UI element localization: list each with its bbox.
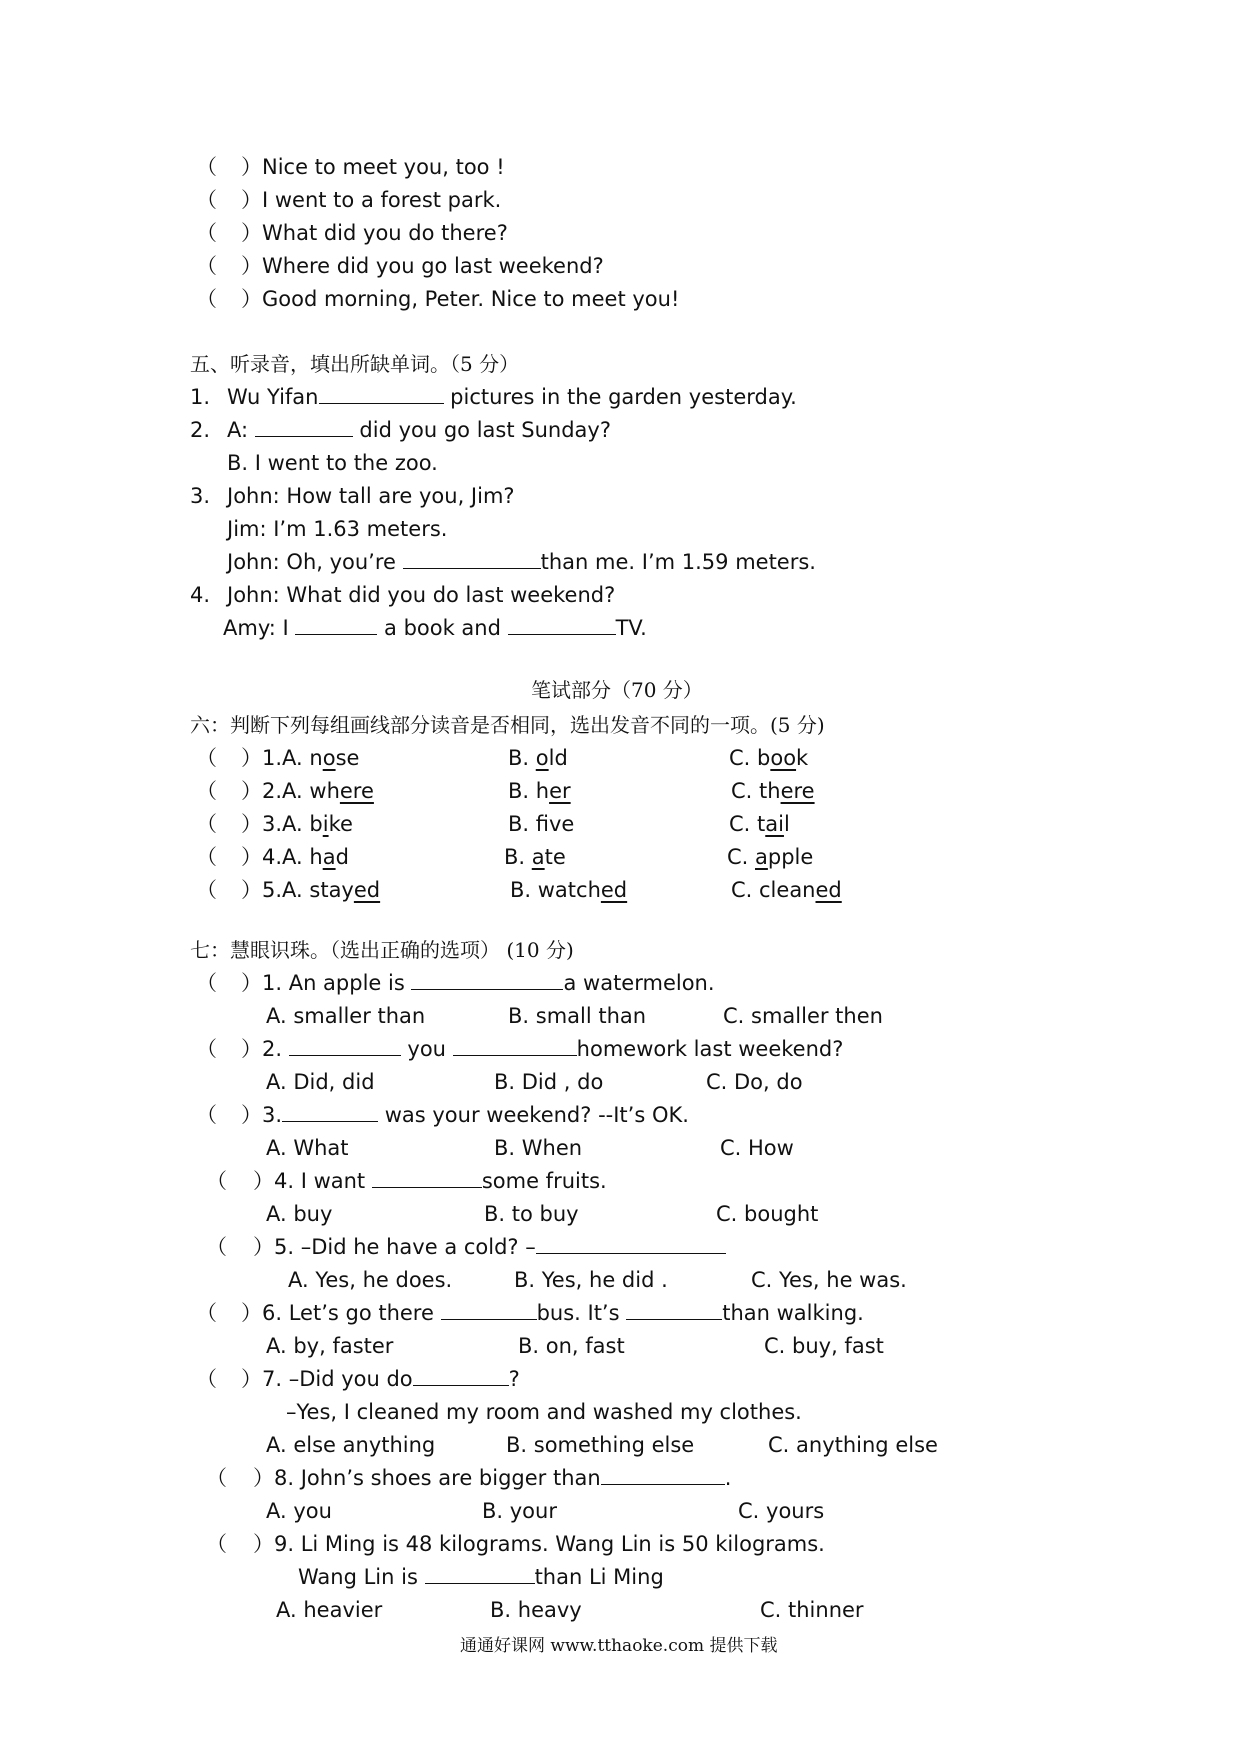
answer-blank[interactable] <box>626 1299 722 1320</box>
paren: （ <box>196 812 217 836</box>
question-text: ）9. Li Ming is 48 kilograms. Wang Lin is 50 kilograms. <box>253 1532 825 1556</box>
option-a: A. you <box>266 1499 332 1523</box>
question-text: ）5. –Did he have a cold? – <box>253 1233 726 1261</box>
answer-blank[interactable] <box>453 1035 577 1056</box>
option-a: A. heavier <box>276 1598 383 1622</box>
written-part-title: 笔试部分（70 分） <box>531 678 703 702</box>
footer-source: 通通好课网 www.tthaoke.com 提供下载 <box>460 1636 778 1656</box>
option-b: B. on, fast <box>518 1334 625 1358</box>
answer-blank[interactable] <box>411 969 563 990</box>
question-text: Jim: I’m 1.63 meters. <box>227 517 448 541</box>
option-b: B. Yes, he did . <box>514 1268 668 1292</box>
option-b: B. to buy <box>484 1202 579 1226</box>
question-text: John: What did you do last weekend? <box>227 583 616 607</box>
question-text: ）8. John’s shoes are bigger than . <box>253 1466 732 1490</box>
q-number: 1. <box>190 385 211 409</box>
option-b: B. ate <box>504 845 566 869</box>
option-b: B. her <box>508 779 571 803</box>
paren: （ <box>196 254 217 278</box>
option-b: B. heavy <box>490 1598 582 1622</box>
question-text: B. I went to the zoo. <box>227 451 438 475</box>
question-text: –Yes, I cleaned my room and washed my clothes. <box>286 1400 802 1424</box>
phonics-row: ）3.A. bike <box>241 812 353 836</box>
paren: （ <box>196 1037 217 1061</box>
section-6-title: 六：判断下列每组画线部分读音是否相同，选出发音不同的一项。(5 分) <box>190 713 825 737</box>
question-text: Wang Lin is than Li Ming <box>298 1565 664 1589</box>
option-c: C. bought <box>716 1202 819 1226</box>
answer-blank[interactable] <box>508 614 616 635</box>
paren: （ <box>196 1367 217 1391</box>
answer-blank[interactable] <box>282 1101 378 1122</box>
answer-blank[interactable] <box>295 614 377 635</box>
paren: （ <box>196 1301 217 1325</box>
q-number: 3. <box>190 484 211 508</box>
paren: （ <box>206 1466 227 1490</box>
question-text: Amy: I a book and TV. <box>223 616 647 640</box>
option-c: C. tail <box>729 812 790 836</box>
section-7-title: 七：慧眼识珠。（选出正确的选项） (10 分) <box>190 938 574 962</box>
option-b: B. Did , do <box>494 1070 604 1094</box>
answer-blank[interactable] <box>536 1233 726 1254</box>
question-text: ）7. –Did you do ? <box>241 1367 520 1391</box>
paren: （ <box>196 746 217 770</box>
paren: （ <box>196 188 217 212</box>
phonics-row: ）2.A. where <box>241 779 374 803</box>
option-a: A. What <box>266 1136 349 1160</box>
q-number: 2. <box>190 418 211 442</box>
option-a: A. smaller than <box>266 1004 426 1028</box>
paren: （ <box>196 845 217 869</box>
dialog-item: ）Nice to meet you, too ! <box>241 155 505 179</box>
option-c: C. How <box>720 1136 794 1160</box>
paren: （ <box>196 878 217 902</box>
answer-blank[interactable] <box>255 416 353 437</box>
answer-blank[interactable] <box>413 1365 509 1386</box>
paren: （ <box>196 1103 217 1127</box>
question-text: ）3. was your weekend? --It’s OK. <box>241 1103 689 1127</box>
paren: （ <box>196 221 217 245</box>
option-b: B. watched <box>510 878 628 902</box>
option-c: C. yours <box>738 1499 825 1523</box>
question-text: A: did you go last Sunday? <box>227 418 611 442</box>
option-a: A. Did, did <box>266 1070 375 1094</box>
dialog-item: ）Good morning, Peter. Nice to meet you! <box>241 287 680 311</box>
answer-blank[interactable] <box>372 1167 482 1188</box>
paren: （ <box>206 1532 227 1556</box>
option-a: A. else anything <box>266 1433 436 1457</box>
answer-blank[interactable] <box>601 1464 725 1485</box>
option-b: B. something else <box>506 1433 695 1457</box>
question-text: John: Oh, you’re than me. I’m 1.59 meters. <box>227 550 816 574</box>
question-text: ）1. An apple is a watermelon. <box>241 971 715 995</box>
answer-blank[interactable] <box>425 1563 535 1584</box>
option-c: C. buy, fast <box>764 1334 884 1358</box>
q-number: 4. <box>190 583 211 607</box>
option-b: B. When <box>494 1136 583 1160</box>
question-text: ）4. I want some fruits. <box>253 1169 607 1193</box>
option-c: C. smaller then <box>723 1004 883 1028</box>
option-c: C. anything else <box>768 1433 938 1457</box>
dialog-item: ）Where did you go last weekend? <box>241 254 604 278</box>
question-text: Wu Yifan pictures in the garden yesterday. <box>227 385 797 409</box>
option-c: C. thinner <box>760 1598 864 1622</box>
question-text: ）2. you homework last weekend? <box>241 1037 844 1061</box>
option-b: B. your <box>482 1499 557 1523</box>
phonics-row: ）5.A. stayed <box>241 878 381 902</box>
option-c: C. Yes, he was. <box>751 1268 907 1292</box>
paren: （ <box>196 971 217 995</box>
section-5-title: 五、听录音，填出所缺单词。（5 分） <box>190 352 520 376</box>
answer-blank[interactable] <box>319 383 444 404</box>
paren: （ <box>206 1235 227 1259</box>
paren: （ <box>206 1169 227 1193</box>
question-text: John: How tall are you, Jim? <box>227 484 515 508</box>
phonics-row: ）1.A. nose <box>241 746 360 770</box>
paren: （ <box>196 155 217 179</box>
phonics-row: ）4.A. had <box>241 845 349 869</box>
option-a: A. by, faster <box>266 1334 394 1358</box>
dialog-item: ）What did you do there? <box>241 221 508 245</box>
option-b: B. old <box>508 746 568 770</box>
option-a: A. Yes, he does. <box>288 1268 453 1292</box>
option-b: B. small than <box>508 1004 647 1028</box>
answer-blank[interactable] <box>403 548 541 569</box>
answer-blank[interactable] <box>289 1035 401 1056</box>
question-text: ）6. Let’s go there bus. It’s than walking. <box>241 1301 864 1325</box>
option-b: B. fve <box>508 812 575 836</box>
option-c: C. Do, do <box>706 1070 803 1094</box>
option-a: A. buy <box>266 1202 333 1226</box>
paren: （ <box>196 779 217 803</box>
paren: （ <box>196 287 217 311</box>
option-c: C. there <box>731 779 815 803</box>
option-c: C. cleaned <box>731 878 842 902</box>
option-c: C. book <box>729 746 809 770</box>
option-c: C. apple <box>727 845 814 869</box>
dialog-item: ）I went to a forest park. <box>241 188 502 212</box>
answer-blank[interactable] <box>441 1299 537 1320</box>
